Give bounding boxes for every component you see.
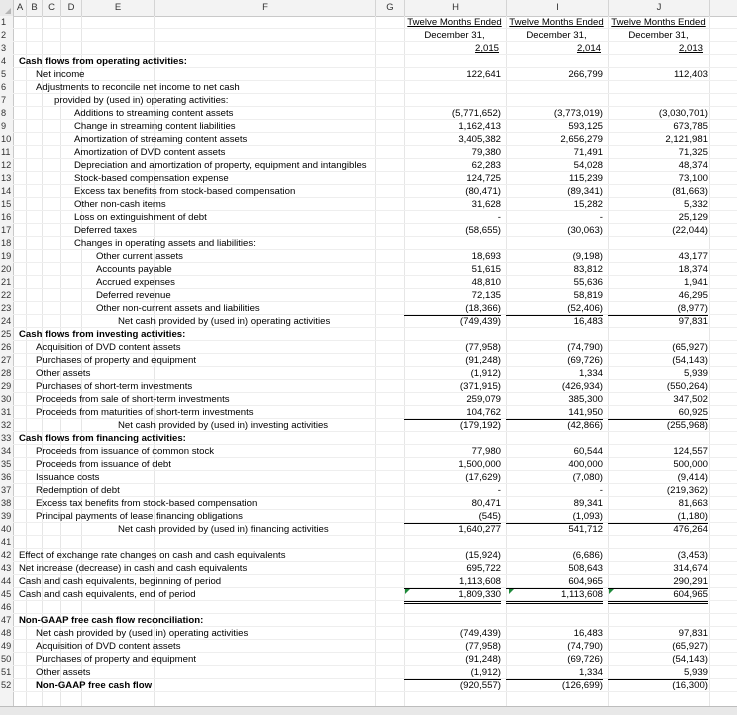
row-label: Cash and cash equivalents, beginning of period — [19, 576, 222, 587]
table-row — [13, 172, 737, 185]
column-header-bar — [0, 0, 737, 17]
row-header-12[interactable]: 12 — [1, 160, 12, 170]
row-label: Issuance costs — [36, 472, 100, 483]
table-row — [13, 575, 737, 588]
cell-i[interactable]: (7,080) — [572, 472, 603, 483]
table-row — [13, 640, 737, 653]
row-label: Accrued expenses — [96, 277, 175, 288]
row-label: Proceeds from sale of short-term investments — [36, 394, 230, 405]
cell-i[interactable]: 604,965 — [506, 575, 603, 589]
cell-j[interactable]: 97,831 — [678, 628, 708, 639]
cell-j[interactable]: 124,557 — [673, 446, 708, 457]
row-header-16[interactable]: 16 — [1, 212, 12, 222]
table-row — [13, 393, 737, 406]
table-row — [13, 159, 737, 172]
table-row — [13, 653, 737, 666]
cell-i[interactable]: 115,239 — [569, 173, 603, 184]
cell-h[interactable]: 1,809,330 — [404, 588, 501, 604]
row-label: Cash flows from operating activities: — [19, 56, 187, 67]
table-row — [13, 224, 737, 237]
period-header: 2,013 — [678, 43, 703, 54]
cell-j[interactable]: 5,332 — [683, 199, 708, 210]
cell-h[interactable]: (77,958) — [465, 641, 501, 652]
row-header-2[interactable]: 2 — [1, 30, 7, 40]
cell-h[interactable]: 72,135 — [471, 290, 501, 301]
table-row — [13, 367, 737, 380]
cell-j[interactable]: (54,143) — [672, 355, 708, 366]
cell-h[interactable]: 1,113,608 — [404, 575, 501, 589]
period-header: 2,015 — [474, 43, 499, 54]
row-label: Acquisition of DVD content assets — [36, 342, 181, 353]
table-row — [13, 211, 737, 224]
cell-j[interactable]: (8,977) — [608, 302, 708, 316]
cell-j[interactable]: (3,030,701) — [658, 108, 708, 119]
cell-h[interactable]: 259,079 — [466, 394, 501, 405]
cell-h[interactable]: 77,980 — [471, 446, 501, 457]
select-all-corner[interactable] — [0, 0, 14, 16]
row-header-30[interactable]: 30 — [1, 394, 12, 404]
row-label: Net cash provided by (used in) investing activities — [118, 420, 329, 431]
table-row — [13, 328, 737, 341]
period-header: 2,014 — [576, 43, 601, 54]
table-row — [13, 614, 737, 627]
row-label: Other current assets — [96, 251, 183, 262]
row-label: Amortization of DVD content assets — [74, 147, 226, 158]
row-header-29[interactable]: 29 — [1, 381, 12, 391]
row-label: Adjustments to reconcile net income to net cash — [36, 82, 240, 93]
cell-j[interactable]: 604,965 — [608, 588, 708, 604]
cell-i[interactable]: 58,819 — [573, 290, 603, 301]
cell-h[interactable]: 104,762 — [404, 406, 501, 420]
cell-h[interactable]: (77,958) — [465, 342, 501, 353]
cell-h[interactable]: 62,283 — [471, 160, 501, 171]
cell-j[interactable]: 81,663 — [678, 498, 708, 509]
row-label: Proceeds from issuance of debt — [36, 459, 171, 470]
row-header-10[interactable]: 10 — [1, 134, 12, 144]
row-header-26[interactable]: 26 — [1, 342, 12, 352]
row-header-28[interactable]: 28 — [1, 368, 12, 378]
row-header-23[interactable]: 23 — [1, 303, 12, 313]
error-indicator-icon[interactable] — [405, 589, 410, 594]
column-header-e[interactable]: E — [82, 0, 155, 16]
cell-j[interactable]: 73,100 — [678, 173, 708, 184]
cell-i[interactable]: 89,341 — [573, 498, 603, 509]
cell-i[interactable]: 60,544 — [573, 446, 603, 457]
row-label: Depreciation and amortization of property, equipment and intangibles — [74, 160, 367, 171]
row-header-20[interactable]: 20 — [1, 264, 12, 274]
cell-h[interactable]: (1,912) — [470, 368, 501, 379]
table-row — [13, 549, 737, 562]
cell-i[interactable]: (74,790) — [567, 342, 603, 353]
row-header-48[interactable]: 48 — [1, 628, 12, 638]
period-header: Twelve Months Ended — [611, 17, 706, 28]
cell-i[interactable]: (89,341) — [567, 186, 603, 197]
cell-j[interactable]: 290,291 — [608, 575, 708, 589]
cell-i[interactable]: 385,300 — [568, 394, 603, 405]
cell-j[interactable]: 347,502 — [673, 394, 708, 405]
cell-i[interactable]: (6,686) — [572, 550, 603, 561]
row-label: Net cash provided by (used in) financing activities — [118, 524, 329, 535]
row-header-7[interactable]: 7 — [1, 95, 7, 105]
cell-j[interactable]: 43,177 — [678, 251, 708, 262]
row-label: Excess tax benefits from stock-based compensation — [36, 498, 258, 509]
row-header-36[interactable]: 36 — [1, 472, 12, 482]
cell-h[interactable]: (371,915) — [459, 381, 501, 392]
row-label: provided by (used in) operating activities: — [54, 95, 229, 106]
row-header-43[interactable]: 43 — [1, 563, 12, 573]
cell-i[interactable]: - — [599, 212, 603, 223]
cell-i[interactable]: (9,198) — [572, 251, 603, 262]
cell-h[interactable]: (17,629) — [465, 472, 501, 483]
table-row — [13, 380, 737, 393]
cell-j[interactable]: 46,295 — [678, 290, 708, 301]
table-row — [13, 471, 737, 484]
period-header: December 31, — [424, 30, 485, 41]
cell-j[interactable]: 18,374 — [678, 264, 708, 275]
row-header-11[interactable]: 11 — [1, 147, 11, 157]
cell-i[interactable]: (42,866) — [567, 420, 603, 431]
column-header-i[interactable]: I — [507, 0, 609, 16]
row-label: Deferred revenue — [96, 290, 171, 301]
row-label: Other non-current assets and liabilities — [96, 303, 260, 314]
cell-j[interactable]: (550,264) — [666, 381, 708, 392]
cell-h[interactable]: - — [497, 212, 501, 223]
cell-j[interactable]: (16,300) — [672, 680, 708, 691]
cell-h[interactable]: 122,641 — [466, 69, 501, 80]
row-label: Non-GAAP free cash flow reconciliation: — [19, 615, 204, 626]
row-header-44[interactable]: 44 — [1, 576, 12, 586]
row-header-33[interactable]: 33 — [1, 433, 12, 443]
column-header-a[interactable]: A — [14, 0, 27, 16]
row-header-32[interactable]: 32 — [1, 420, 12, 430]
row-header-46[interactable]: 46 — [1, 602, 12, 612]
cell-j[interactable]: (65,927) — [672, 641, 708, 652]
cell-h[interactable]: 1,162,413 — [458, 121, 501, 132]
cell-h[interactable]: 1,500,000 — [458, 459, 501, 470]
cell-j[interactable]: (255,968) — [666, 420, 708, 431]
cell-i[interactable]: (52,406) — [506, 302, 603, 316]
table-row — [13, 81, 737, 94]
cell-h[interactable]: (80,471) — [465, 186, 501, 197]
cell-i[interactable]: (426,934) — [561, 381, 603, 392]
cell-i[interactable]: 400,000 — [568, 459, 603, 470]
cell-j[interactable]: (9,414) — [677, 472, 708, 483]
row-header-18[interactable]: 18 — [1, 238, 12, 248]
cell-h[interactable]: 51,615 — [471, 264, 501, 275]
cell-i[interactable]: 1,113,608 — [506, 588, 603, 604]
column-header-d[interactable]: D — [61, 0, 82, 16]
cell-i[interactable]: (1,093) — [506, 510, 603, 524]
row-header-50[interactable]: 50 — [1, 654, 12, 664]
row-header-27[interactable]: 27 — [1, 355, 12, 365]
cell-h[interactable]: 80,471 — [471, 498, 501, 509]
cell-j[interactable]: 5,939 — [683, 368, 708, 379]
row-header-13[interactable]: 13 — [1, 173, 12, 183]
cell-j[interactable]: 500,000 — [673, 459, 708, 470]
cell-h[interactable]: 18,693 — [471, 251, 501, 262]
row-header-5[interactable]: 5 — [1, 69, 7, 79]
cell-h[interactable]: (91,248) — [465, 654, 501, 665]
column-header-g[interactable]: G — [376, 0, 405, 16]
row-label: Cash flows from financing activities: — [19, 433, 186, 444]
table-row — [13, 94, 737, 107]
row-header-14[interactable]: 14 — [1, 186, 12, 196]
row-label: Acquisition of DVD content assets — [36, 641, 181, 652]
cell-j[interactable]: 1,941 — [683, 277, 708, 288]
table-row — [13, 107, 737, 120]
cell-h[interactable]: - — [497, 485, 501, 496]
row-label: Other assets — [36, 368, 91, 379]
table-row — [13, 133, 737, 146]
error-indicator-icon[interactable] — [509, 589, 514, 594]
row-label: Accounts payable — [96, 264, 172, 275]
cell-h[interactable]: 1,640,277 — [458, 524, 501, 535]
cell-i[interactable]: (69,726) — [567, 654, 603, 665]
table-row — [13, 536, 737, 549]
row-label: Net cash provided by (used in) operating activities — [36, 628, 249, 639]
cell-i[interactable]: 54,028 — [573, 160, 603, 171]
table-row — [13, 445, 737, 458]
row-label: Stock-based compensation expense — [74, 173, 229, 184]
table-row — [13, 666, 737, 679]
row-header-40[interactable]: 40 — [1, 524, 12, 534]
row-label: Proceeds from issuance of common stock — [36, 446, 215, 457]
table-row — [13, 68, 737, 81]
row-header-42[interactable]: 42 — [1, 550, 12, 560]
cell-j[interactable]: 97,831 — [678, 316, 708, 327]
cell-i[interactable]: 15,282 — [573, 199, 603, 210]
cell-i[interactable]: 266,799 — [568, 69, 603, 80]
cell-i[interactable]: 141,950 — [506, 406, 603, 420]
cell-h[interactable]: 695,722 — [466, 563, 501, 574]
table-row — [13, 276, 737, 289]
row-label: Excess tax benefits from stock-based compensation — [74, 186, 296, 197]
row-header-17[interactable]: 17 — [1, 225, 12, 235]
row-label: Loss on extinguishment of debt — [74, 212, 207, 223]
table-row — [13, 198, 737, 211]
column-header-f[interactable]: F — [155, 0, 376, 16]
row-header-34[interactable]: 34 — [1, 446, 12, 456]
cell-h[interactable]: (179,192) — [459, 420, 501, 431]
cell-i[interactable]: (126,699) — [561, 680, 603, 691]
table-row — [13, 679, 737, 692]
row-header-24[interactable]: 24 — [1, 316, 12, 326]
table-row — [13, 120, 737, 133]
row-label: Cash flows from investing activities: — [19, 329, 186, 340]
cell-h[interactable]: 79,380 — [471, 147, 501, 158]
column-header-c[interactable]: C — [43, 0, 61, 16]
row-label: Principal payments of lease financing obligations — [36, 511, 243, 522]
cell-i[interactable]: (30,063) — [567, 225, 603, 236]
row-header-25[interactable]: 25 — [1, 329, 12, 339]
table-row — [13, 263, 737, 276]
table-row — [13, 289, 737, 302]
cell-j[interactable]: 673,785 — [673, 121, 708, 132]
cell-j[interactable]: 2,121,981 — [665, 134, 708, 145]
row-label: Redemption of debt — [36, 485, 120, 496]
row-header-35[interactable]: 35 — [1, 459, 12, 469]
cell-h[interactable]: (1,912) — [404, 666, 501, 680]
row-header-39[interactable]: 39 — [1, 511, 12, 521]
row-header-8[interactable]: 8 — [1, 108, 7, 118]
cell-j[interactable]: 476,264 — [673, 524, 708, 535]
cell-i[interactable]: 83,812 — [573, 264, 603, 275]
cell-j[interactable]: (1,180) — [608, 510, 708, 524]
row-label: Purchases of short-term investments — [36, 381, 193, 392]
row-header-21[interactable]: 21 — [1, 277, 12, 287]
cell-i[interactable]: (69,726) — [567, 355, 603, 366]
cell-i[interactable]: 1,334 — [578, 368, 603, 379]
cell-i[interactable]: - — [599, 485, 603, 496]
row-label: Other assets — [36, 667, 91, 678]
cell-j[interactable]: 112,403 — [674, 69, 708, 80]
table-row — [13, 146, 737, 159]
row-label: Net increase (decrease) in cash and cash equivalents — [19, 563, 248, 574]
row-header-47[interactable]: 47 — [1, 615, 12, 625]
period-header: December 31, — [526, 30, 587, 41]
cell-i[interactable]: 55,636 — [573, 277, 603, 288]
cell-i[interactable]: 1,334 — [506, 666, 603, 680]
cell-j[interactable]: (81,663) — [672, 186, 708, 197]
cell-h[interactable]: (18,366) — [404, 302, 501, 316]
cell-i[interactable]: 71,491 — [573, 147, 603, 158]
row-label: Deferred taxes — [74, 225, 137, 236]
row-header-45[interactable]: 45 — [1, 589, 12, 599]
cell-j[interactable]: 5,939 — [608, 666, 708, 680]
cell-h[interactable]: (749,439) — [459, 628, 501, 639]
cell-h[interactable]: (15,924) — [465, 550, 501, 561]
cell-j[interactable]: (54,143) — [672, 654, 708, 665]
cell-j[interactable]: 71,325 — [678, 147, 708, 158]
table-row — [13, 497, 737, 510]
row-label: Net cash provided by (used in) operating activities — [118, 316, 331, 327]
table-row — [13, 185, 737, 198]
cell-h[interactable]: (91,248) — [465, 355, 501, 366]
row-label: Purchases of property and equipment — [36, 355, 196, 366]
column-header-h[interactable]: H — [405, 0, 507, 16]
table-row — [13, 237, 737, 250]
cell-j[interactable]: 314,674 — [673, 563, 708, 574]
cell-i[interactable]: 508,643 — [568, 563, 603, 574]
cell-i[interactable]: 16,483 — [573, 316, 603, 327]
row-header-6[interactable]: 6 — [1, 82, 7, 92]
table-row — [13, 484, 737, 497]
row-label: Other non-cash items — [74, 199, 166, 210]
row-header-3[interactable]: 3 — [1, 43, 7, 53]
row-label: Additions to streaming content assets — [74, 108, 234, 119]
table-row — [13, 510, 737, 523]
row-label: Amortization of streaming content assets — [74, 134, 248, 145]
column-header-j[interactable]: J — [609, 0, 710, 16]
table-row — [13, 406, 737, 419]
row-header-37[interactable]: 37 — [1, 485, 12, 495]
row-header-19[interactable]: 19 — [1, 251, 12, 261]
period-header: Twelve Months Ended — [407, 17, 502, 28]
table-row — [13, 302, 737, 315]
row-header-52[interactable]: 52 — [1, 680, 12, 690]
table-row — [13, 458, 737, 471]
row-label: Proceeds from maturities of short-term investments — [36, 407, 254, 418]
table-row — [13, 601, 737, 614]
row-header-49[interactable]: 49 — [1, 641, 12, 651]
table-row — [13, 562, 737, 575]
cell-j[interactable]: (219,362) — [666, 485, 708, 496]
cell-i[interactable]: 541,712 — [568, 524, 603, 535]
sheet-tab-bar[interactable] — [0, 706, 737, 715]
row-label: Change in streaming content liabilities — [74, 121, 236, 132]
row-label: Changes in operating assets and liabilities: — [74, 238, 256, 249]
row-header-1[interactable]: 1 — [1, 17, 7, 27]
table-row — [13, 55, 737, 68]
cell-i[interactable]: 593,125 — [568, 121, 603, 132]
cell-j[interactable]: 25,129 — [678, 212, 708, 223]
row-label: Cash and cash equivalents, end of period — [19, 589, 196, 600]
cell-h[interactable]: 124,725 — [466, 173, 501, 184]
cell-h[interactable]: 31,628 — [471, 199, 501, 210]
row-header-4[interactable]: 4 — [1, 56, 7, 66]
row-header-31[interactable]: 31 — [1, 407, 12, 417]
cell-h[interactable]: (749,439) — [459, 316, 501, 327]
row-label: Effect of exchange rate changes on cash and cash equivalents — [19, 550, 286, 561]
table-row — [13, 432, 737, 445]
row-header-51[interactable]: 51 — [1, 667, 12, 677]
cell-h[interactable]: (58,655) — [465, 225, 501, 236]
cell-i[interactable]: 16,483 — [573, 628, 603, 639]
cell-h[interactable]: (545) — [404, 510, 501, 524]
row-label: Net income — [36, 69, 85, 80]
cell-i[interactable]: (3,773,019) — [553, 108, 603, 119]
table-row — [13, 627, 737, 640]
cell-i[interactable]: 2,656,279 — [560, 134, 603, 145]
period-header: Twelve Months Ended — [509, 17, 604, 28]
table-row — [13, 419, 737, 432]
period-header: December 31, — [628, 30, 689, 41]
cell-j[interactable]: (65,927) — [672, 342, 708, 353]
error-indicator-icon[interactable] — [609, 589, 614, 594]
cell-j[interactable]: (3,453) — [677, 550, 708, 561]
cell-j[interactable]: 60,925 — [608, 406, 708, 420]
row-header-15[interactable]: 15 — [1, 199, 12, 209]
table-row — [13, 315, 737, 328]
row-header-22[interactable]: 22 — [1, 290, 12, 300]
cell-h[interactable]: 3,405,382 — [458, 134, 501, 145]
table-row — [13, 250, 737, 263]
cell-h[interactable]: 48,810 — [471, 277, 501, 288]
table-row — [13, 588, 737, 601]
cell-j[interactable]: 48,374 — [678, 160, 708, 171]
table-row — [13, 341, 737, 354]
row-header-41[interactable]: 41 — [1, 537, 12, 547]
row-label: Non-GAAP free cash flow — [36, 680, 153, 691]
row-header-column — [0, 16, 14, 707]
column-header-b[interactable]: B — [27, 0, 43, 16]
row-header-38[interactable]: 38 — [1, 498, 12, 508]
cell-h[interactable]: (920,557) — [459, 680, 501, 691]
row-label: Purchases of property and equipment — [36, 654, 196, 665]
cell-j[interactable]: (22,044) — [672, 225, 708, 236]
cell-h[interactable]: (5,771,652) — [451, 108, 501, 119]
table-row — [13, 354, 737, 367]
row-header-9[interactable]: 9 — [1, 121, 7, 131]
cell-i[interactable]: (74,790) — [567, 641, 603, 652]
table-row — [13, 523, 737, 536]
